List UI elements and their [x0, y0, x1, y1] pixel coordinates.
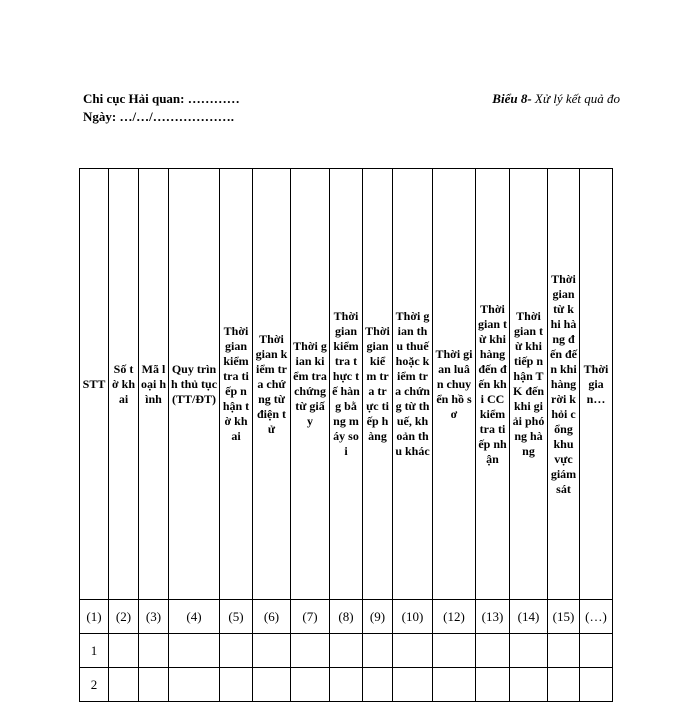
table-cell[interactable] [169, 668, 220, 702]
form-title-number: Biểu 8- [492, 91, 532, 106]
table-row [80, 668, 613, 702]
table-cell[interactable] [580, 668, 613, 702]
table-cell[interactable] [548, 634, 580, 668]
column-number: (1) [80, 600, 109, 634]
table-cell[interactable] [291, 668, 330, 702]
date-label: Ngày: …/…/………………. [83, 109, 234, 124]
row-number: 2 [80, 668, 109, 702]
column-header: Thời gian từ khi hàng đến đến khi hàng rời khỏi cổng khu vực giám sát [548, 169, 580, 600]
table-cell[interactable] [291, 634, 330, 668]
column-number: (10) [393, 600, 433, 634]
column-header: Thời gian kiểm tra thực tế hàng bằng máy soi [330, 169, 363, 600]
table-cell[interactable] [393, 668, 433, 702]
column-number: (14) [510, 600, 548, 634]
column-header: Thời gian kiểm tra chứng từ giấy [291, 169, 330, 600]
table-cell[interactable] [363, 634, 393, 668]
column-number: (8) [330, 600, 363, 634]
table-cell[interactable] [433, 634, 476, 668]
column-header: Thời gian từ khi tiếp nhận TK đến khi giải phóng hàng [510, 169, 548, 600]
table-cell[interactable] [476, 634, 510, 668]
report-table [79, 168, 613, 702]
column-number: (5) [220, 600, 253, 634]
table-cell[interactable] [548, 668, 580, 702]
column-header: Số tờ khai [109, 169, 139, 600]
column-number: (2) [109, 600, 139, 634]
table-cell[interactable] [220, 634, 253, 668]
table-header-row [80, 169, 613, 600]
table-cell[interactable] [253, 634, 291, 668]
column-header: Thời gian… [580, 169, 613, 600]
table-cell[interactable] [253, 668, 291, 702]
table-cell[interactable] [363, 668, 393, 702]
table-cell[interactable] [109, 668, 139, 702]
customs-office-label: Chi cục Hải quan: ………… [83, 91, 240, 106]
table-cell[interactable] [330, 668, 363, 702]
column-header: Mã loại hình [139, 169, 169, 600]
column-number: (6) [253, 600, 291, 634]
table-cell[interactable] [393, 634, 433, 668]
column-number: (7) [291, 600, 330, 634]
column-header: Thời gian kiểm tra tiếp nhận tờ khai [220, 169, 253, 600]
column-number: (9) [363, 600, 393, 634]
table-cell[interactable] [580, 634, 613, 668]
column-number: (15) [548, 600, 580, 634]
table-cell[interactable] [476, 668, 510, 702]
header-left [83, 90, 240, 126]
table-cell[interactable] [433, 668, 476, 702]
table-cell[interactable] [109, 634, 139, 668]
table-cell[interactable] [139, 668, 169, 702]
row-number: 1 [80, 634, 109, 668]
column-header: STT [80, 169, 109, 600]
column-number: (3) [139, 600, 169, 634]
column-header: Thời gian kiểm tra trực tiếp hàng [363, 169, 393, 600]
table-cell[interactable] [139, 634, 169, 668]
table-cell[interactable] [220, 668, 253, 702]
column-header: Quy trình thủ tục (TT/ĐT) [169, 169, 220, 600]
column-header: Thời gian kiểm tra chứng từ điện tử [253, 169, 291, 600]
column-number-row [80, 600, 613, 634]
column-number: (4) [169, 600, 220, 634]
table-cell[interactable] [510, 634, 548, 668]
form-title [492, 90, 620, 108]
table-cell[interactable] [330, 634, 363, 668]
column-header: Thời gian từ khi hàng đến đến khi CC kiểm tra tiếp nhận [476, 169, 510, 600]
column-header: Thời gian thu thuế hoặc kiểm tra chứng từ thuế, khoản thu khác [393, 169, 433, 600]
table-row [80, 634, 613, 668]
table-cell[interactable] [510, 668, 548, 702]
column-header: Thời gian luân chuyển hồ sơ [433, 169, 476, 600]
column-number: (13) [476, 600, 510, 634]
form-title-text: Xử lý kết quả đo [531, 91, 620, 106]
column-number: (12) [433, 600, 476, 634]
column-number: (…) [580, 600, 613, 634]
table-cell[interactable] [169, 634, 220, 668]
